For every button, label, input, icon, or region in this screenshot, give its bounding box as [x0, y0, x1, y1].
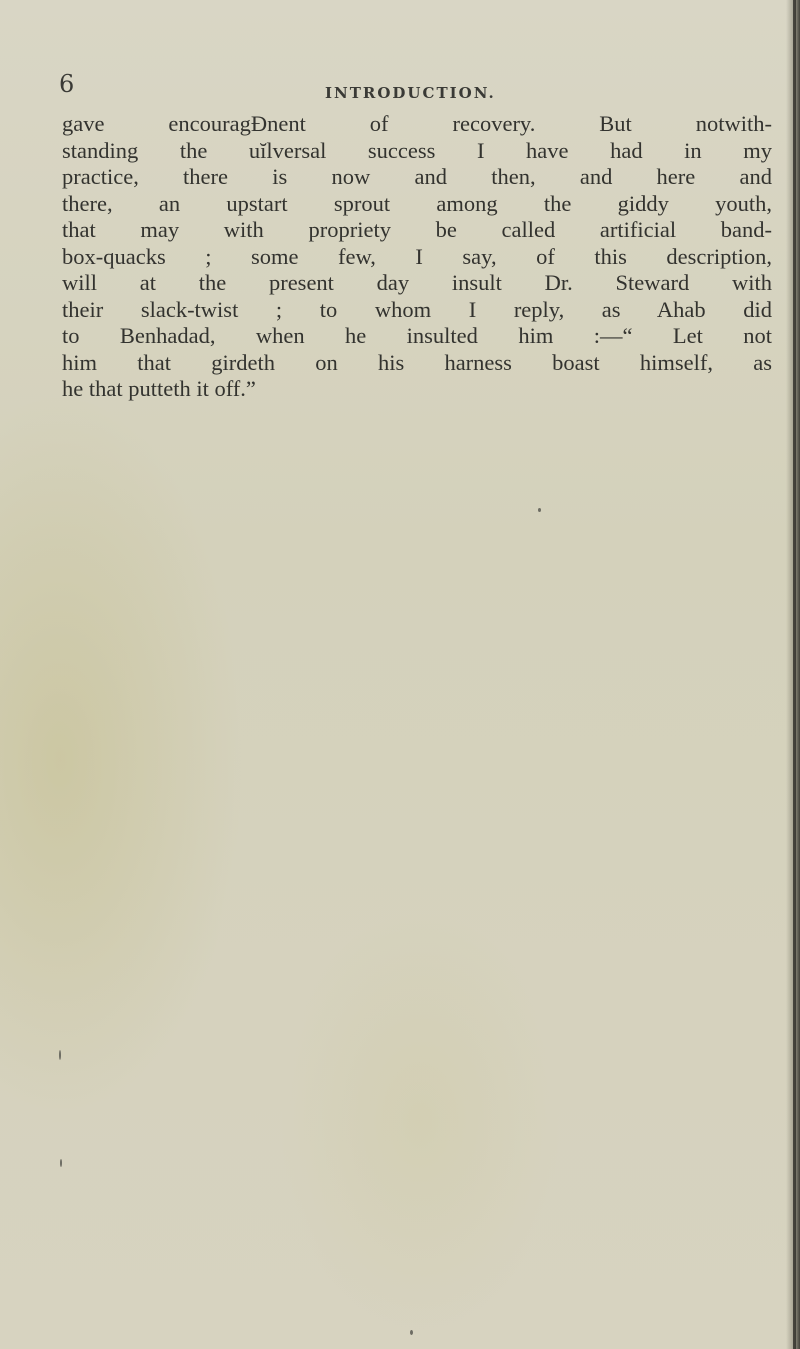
text-line: him that girdeth on his harness boast himself, as	[62, 349, 772, 375]
ink-speck	[60, 1159, 62, 1167]
text-line: will at the present day insult Dr. Steward with	[62, 270, 772, 295]
running-head: INTRODUCTION.	[325, 84, 496, 102]
page-number: 6	[59, 70, 75, 98]
text-line: their slack-twist ; to whom I reply, as Ahab did	[62, 296, 772, 322]
text-line: he that putteth it off.”	[62, 376, 256, 401]
text-line: practice, there is now and then, and here and	[62, 164, 772, 189]
text-line: that may with propriety be called artificial band-	[62, 217, 772, 242]
text-line: there, an upstart sprout among the giddy youth,	[62, 190, 772, 216]
body-paragraph	[62, 111, 772, 403]
text-line: to Benhadad, when he insulted him :—“ Let not	[62, 323, 772, 348]
ink-speck	[410, 1330, 413, 1335]
text-line: box-quacks ; some few, I say, of this description,	[62, 243, 772, 269]
page-edge-line	[793, 0, 796, 1349]
text-line: gave encouragƉnent of recovery. But notwith-	[62, 111, 772, 136]
ink-speck	[59, 1050, 61, 1060]
ink-speck	[538, 508, 541, 512]
text-line: standing the uĭlversal success I have had in my	[62, 137, 772, 163]
